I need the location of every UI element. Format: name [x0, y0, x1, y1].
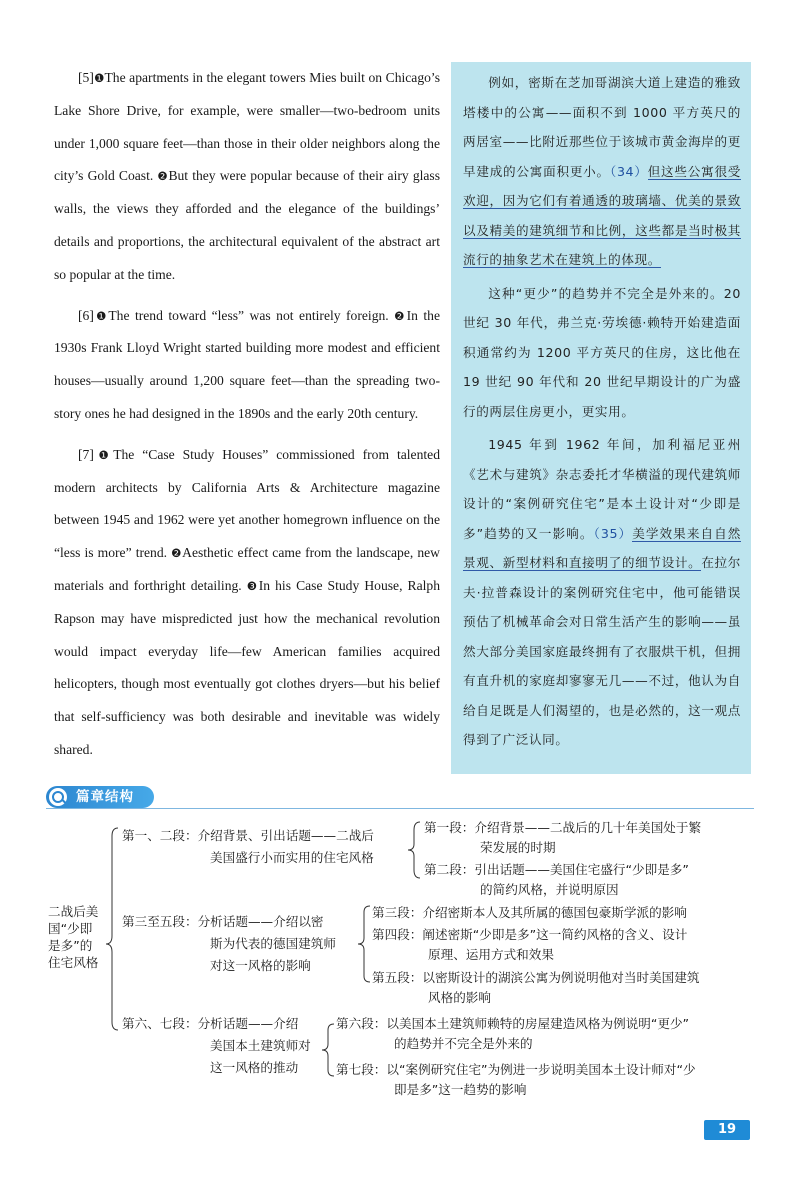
- group2-line-3: 对这一风格的影响: [210, 958, 311, 973]
- sentence-number: ❶: [93, 447, 114, 462]
- sentence-number: ❶: [93, 71, 105, 85]
- text-run: 这种“更少”的趋势并不完全是外来的。20 世纪 30 年代，弗兰克·劳埃德·赖特开始建造面积通常约为 1200 平方英尺的住房，这比他在 19 世纪 90 年代和 20 世纪早期设计的广为盛行的两层住房更小，更实用。: [463, 285, 741, 419]
- sentence-number: ❸: [246, 578, 259, 593]
- page-number: 19: [704, 1120, 750, 1140]
- text-run: 在拉尔夫·拉普森设计的案例研究住宅中，他可能错误预估了机械革命会对日常生活产生的影响——虽然大部分美国家庭最终拥有了衣服烘干机，但拥有直升机的家庭却寥寥无几——不过，他认为自给自足既是人们渴望的，也是必然的，这一观点得到了广泛认同。: [463, 555, 741, 747]
- tree-root-line-3: 是多”的: [48, 938, 93, 953]
- item-p6-line-2: 的趋势并不完全是外来的: [394, 1036, 533, 1051]
- group3-line-2: 美国本土建筑师对: [210, 1038, 311, 1053]
- item-p6-line-1: 第六段：以美国本土建筑师赖特的房屋建造风格为例说明“更少”: [336, 1016, 690, 1031]
- item-p4-line-2: 原理、运用方式和效果: [428, 947, 554, 962]
- sentence-number: ❷: [171, 546, 183, 561]
- text-run: But they were popular because of their airy glass walls, the views they afforded and the elegance of the buildings’ details and proportions, the architectural equivalent of the abstract art so popular at the time.: [54, 168, 441, 282]
- question-number: （35）: [593, 525, 633, 541]
- group2-line-2: 斯为代表的德国建筑师: [210, 936, 336, 951]
- root-bracket: [106, 828, 118, 1030]
- text-run: In the 1930s Frank Lloyd Wright started building more modest and efficient houses—usually around 1,200 square feet—than the spreading two-story ones he had designed in the 1890s and the early 20th century.: [54, 307, 440, 421]
- sentence-number: ❶: [93, 308, 109, 323]
- item-p7-line-2: 即是多”这一趋势的影响: [394, 1082, 527, 1097]
- item-p7-line-1: 第七段：以“案例研究住宅”为例进一步说明美国本土设计师对“少: [336, 1062, 696, 1077]
- item-p1-line-2: 荣发展的时期: [480, 840, 556, 855]
- group3-line-1: 第六、七段：分析话题——介绍: [122, 1016, 299, 1031]
- group2-bracket: [358, 906, 370, 982]
- underlined-answer: 美学效果来自自然景观、新型材料和直接明了的细节设计。: [463, 525, 741, 570]
- group2-line-1: 第三至五段：分析话题——介绍以密: [122, 914, 324, 929]
- text-run: 1945 年到 1962 年间，加利福尼亚州《艺术与建筑》杂志委托才华横溢的现代建筑师设计的“案例研究住宅”是本土设计对“少即是多”趋势的又一影响。: [463, 437, 741, 541]
- item-p5-line-1: 第五段：以密斯设计的湖滨公寓为例说明他对当时美国建筑: [372, 970, 700, 985]
- text-run: The apartments in the elegant towers Mies built on Chicago’s Lake Shore Drive, for example, were smaller—two-bedroom units under 1,000 square feet—than those in their older neighbors along the city’s Gold Coast.: [54, 70, 440, 184]
- item-p2-line-2: 的简约风格，并说明原因: [480, 882, 619, 897]
- group1-line-1: 第一、二段：介绍背景、引出话题——二战后: [122, 828, 374, 843]
- tree-root-line-4: 住宅风格: [48, 955, 99, 970]
- text-run: The trend toward “less” was not entirely foreign.: [108, 307, 395, 323]
- group3-bracket: [322, 1024, 334, 1076]
- sentence-number: ❷: [394, 308, 407, 323]
- tree-root-line-2: 国“少即: [48, 921, 93, 936]
- group1-line-2: 美国盛行小而实用的住宅风格: [210, 850, 374, 865]
- item-p1-line-1: 第一段：介绍背景——二战后的几十年美国处于繁: [424, 820, 702, 835]
- text-run: Aesthetic effect came from the landscape, new materials and forthright detailing.: [54, 545, 440, 593]
- item-p5-line-2: 风格的影响: [428, 990, 491, 1005]
- underlined-answer: 但这些公寓很受欢迎，因为它们有着通透的玻璃墙、优美的景致以及精美的建筑细节和比例，这些都是当时极其流行的抽象艺术在建筑上的体现。: [463, 163, 741, 267]
- text-run: [6]: [78, 307, 94, 323]
- text-run: [5]: [78, 70, 94, 85]
- item-p2-line-1: 第二段：引出话题——美国住宅盛行“少即是多”: [424, 862, 689, 877]
- sentence-number: ❷: [157, 169, 169, 184]
- text-run: [7]: [78, 446, 94, 462]
- text-run: The “Case Study Houses” commissioned from talented modern architects by California Arts & Architecture magazine between 1945 and 1962 were yet another homegrown influence on the “less is more” trend.: [54, 446, 440, 561]
- question-number: （34）: [609, 163, 648, 179]
- section-badge-label: 篇章结构: [76, 789, 134, 805]
- group1-bracket: [408, 822, 420, 878]
- item-p3-line-1: 第三段：介绍密斯本人及其所属的德国包豪斯学派的影响: [372, 905, 687, 920]
- tree-root-line-1: 二战后美: [48, 904, 99, 919]
- group3-line-3: 这一风格的推动: [210, 1060, 299, 1075]
- item-p4-line-1: 第四段：阐述密斯“少即是多”这一简约风格的含义、设计: [372, 927, 688, 942]
- text-run: 例如，密斯在芝加哥湖滨大道上建造的雅致塔楼中的公寓——面积不到 1000 平方英尺的两居室——比附近那些位于该城市黄金海岸的更早建成的公寓面积更小。: [463, 75, 741, 179]
- text-run: In his Case Study House, Ralph Rapson may have mispredicted just how the mechanical revolution would impact everyday life—few American families acquired helicopters, though most eventually got clothes dryers—but his belief that self-sufficiency was both desirable and inevitable was widely shared.: [54, 577, 441, 757]
